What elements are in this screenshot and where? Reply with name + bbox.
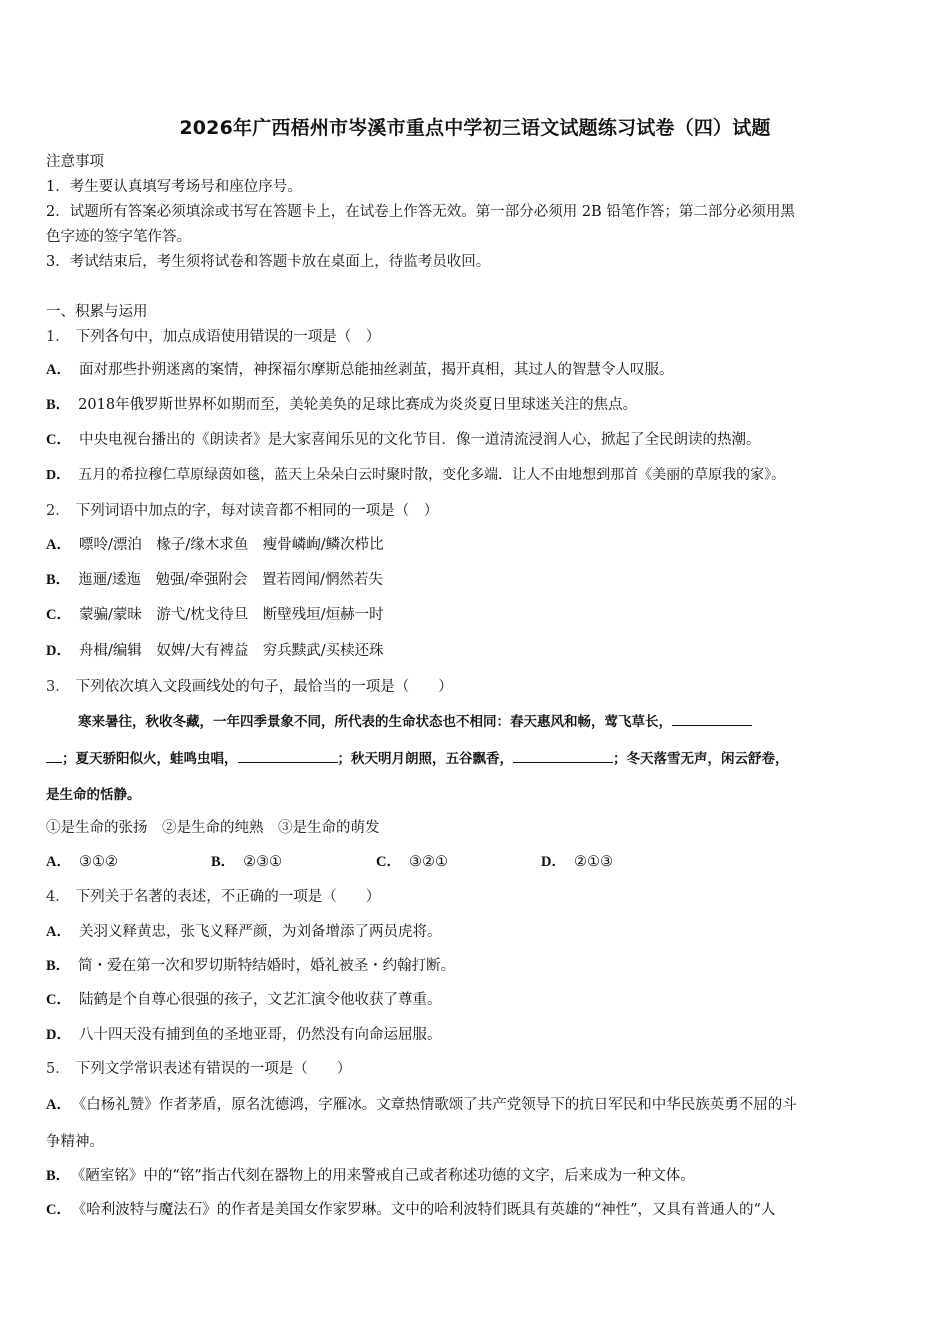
question-2-option-c	[46, 605, 384, 625]
option-label: B．	[46, 958, 71, 974]
question-5-stem	[46, 1059, 351, 1079]
option-label: A．	[46, 924, 71, 940]
option-text: 《哈利波特与魔法石》的作者是美国女作家罗琳。文中的哈利波特们既具有英雄的“神性”，又具有普通人的“人	[78, 1202, 776, 1218]
question-2-option-d	[46, 641, 384, 661]
question-1-stem	[46, 327, 380, 347]
option-label: A．	[46, 854, 71, 870]
option-label: C．	[46, 1202, 71, 1218]
question-text: 下列各句中，加点成语使用错误的一项是（ ）	[75, 329, 381, 345]
option-label: A．	[46, 1097, 71, 1113]
option-text: 《陋室铭》中的“铭”指古代刻在器物上的用来警戒自己或者称述功德的文字，后来成为一种文体。	[78, 1168, 695, 1184]
question-1-option-c	[46, 430, 760, 450]
question-4-option-a	[46, 922, 441, 942]
question-text: 下列依次填入文段画线处的句子，最恰当的一项是（ ）	[75, 679, 453, 695]
option-text: 简・爱在第一次和罗切斯特结婚时，婚礼被圣・约翰打断。	[78, 958, 456, 974]
question-number: 5．	[46, 1061, 70, 1077]
option-text: 面对那些扑朔迷离的案情，神探福尔摩斯总能抽丝剥茧，揭开真相，其过人的智慧令人叹服。	[78, 362, 674, 378]
option-label: D．	[46, 1027, 71, 1043]
option-label: C．	[46, 992, 71, 1008]
option-text: ②③①	[243, 854, 283, 870]
notice-item-2-line-2: 色字迹的签字笔作答。	[46, 229, 191, 245]
question-5-option-a-line-2: 争精神。	[46, 1134, 104, 1150]
section-heading: 一、积累与运用	[46, 304, 148, 320]
option-label: C．	[376, 854, 401, 870]
question-3-stem	[46, 677, 453, 697]
fill-blank	[513, 748, 613, 763]
question-4-stem	[46, 887, 380, 907]
passage-text: 寒来暑往，秋收冬藏，一年四季景象不同，所代表的生命状态也不相同：春天惠风和畅，莺飞草长，	[78, 714, 672, 730]
question-text: 下列词语中加点的字，每对读音都不相同的一项是（ ）	[75, 503, 439, 519]
option-text: 陆鹤是个自尊心很强的孩子，文艺汇演令他收获了尊重。	[78, 992, 442, 1008]
option-label: B．	[46, 1168, 71, 1184]
option-label: A．	[46, 362, 71, 378]
passage-text: ；冬天落雪无声，闲云舒卷，	[613, 751, 789, 767]
option-label: D．	[46, 643, 71, 659]
question-3-choice-b	[211, 852, 282, 872]
option-label: B．	[46, 397, 71, 413]
passage-text: ；秋天明月朗照，五谷飘香，	[337, 751, 513, 767]
fill-blank	[238, 748, 338, 763]
question-2-option-b	[46, 570, 383, 590]
question-number: 2．	[46, 503, 70, 519]
question-3-passage-line-2	[46, 748, 789, 769]
option-label: D．	[46, 468, 71, 483]
option-label: D．	[541, 854, 566, 870]
question-3-sentence-options: ①是生命的张扬 ②是生命的纯熟 ③是生命的萌发	[46, 820, 380, 836]
question-3-choice-c	[376, 852, 448, 872]
option-text: 蒙骗/蒙昧 游弋/枕戈待旦 断壁残垣/烜赫一时	[78, 607, 384, 623]
option-label: C．	[46, 607, 71, 623]
option-text: ③①②	[78, 854, 118, 870]
option-text: 五月的希拉穆仁草原绿茵如毯，蓝天上朵朵白云时聚时散，变化多端．让人不由地想到那首《美丽的草原我的家》。	[78, 467, 786, 483]
option-text: 迤逦/逶迤 勉强/牵强附会 置若罔闻/惘然若失	[78, 572, 383, 588]
question-3-passage-line-1	[78, 711, 752, 732]
question-3-choice-d	[541, 852, 613, 872]
question-number: 3．	[46, 679, 70, 695]
notice-heading: 注意事项	[46, 154, 104, 170]
question-2-stem	[46, 501, 438, 521]
option-label: B．	[46, 572, 71, 588]
option-text: 《白杨礼赞》作者茅盾，原名沈德鸿，字雁冰。文章热情歌颂了共产党领导下的抗日军民和中华民族英勇不屈的斗	[78, 1097, 797, 1113]
option-text: 2018年俄罗斯世界杯如期而至，美轮美奂的足球比赛成为炎炎夏日里球迷关注的焦点。	[78, 397, 638, 413]
question-3-choice-a	[46, 852, 118, 872]
fill-blank	[672, 711, 752, 726]
option-label: B．	[211, 854, 236, 870]
page-title: 2026年广西梧州市岑溪市重点中学初三语文试题练习试卷（四）试题	[179, 117, 771, 139]
option-label: A．	[46, 537, 71, 553]
question-text: 下列关于名著的表述，不正确的一项是（ ）	[75, 889, 381, 905]
question-5-option-c	[46, 1200, 775, 1220]
option-text: 中央电视台播出的《朗读者》是大家喜闻乐见的文化节目．像一道清流浸润人心，掀起了全民朗读的热潮。	[78, 432, 761, 448]
question-1-option-b	[46, 395, 637, 415]
question-4-option-c	[46, 990, 441, 1010]
question-1-option-a	[46, 360, 673, 380]
notice-item-1: 1．考生要认真填写考场号和座位序号。	[46, 179, 302, 195]
option-text: ②①③	[573, 854, 613, 870]
question-5-option-a-line-1	[46, 1095, 797, 1115]
option-label: C．	[46, 432, 71, 448]
question-4-option-d	[46, 1025, 441, 1045]
option-text: ③②①	[408, 854, 448, 870]
question-text: 下列文学常识表述有错误的一项是（ ）	[75, 1061, 352, 1077]
question-number: 1．	[46, 329, 70, 345]
question-3-passage-line-3: 是生命的恬静。	[46, 787, 141, 803]
notice-item-2-line-1: 2．试题所有答案必须填涂或书写在答题卡上，在试卷上作答无效。第一部分必须用 2B 铅笔作答；第二部分必须用黑	[46, 204, 795, 220]
option-text: 关羽义释黄忠，张飞义释严颜，为刘备增添了两员虎将。	[78, 924, 442, 940]
option-text: 舟楫/编辑 奴婢/大有裨益 穷兵黩武/买椟还珠	[78, 643, 384, 659]
passage-text: ；夏天骄阳似火，蛙鸣虫唱，	[62, 751, 238, 767]
question-number: 4．	[46, 889, 70, 905]
notice-item-3: 3．考试结束后，考生须将试卷和答题卡放在桌面上，待监考员收回。	[46, 254, 491, 270]
question-4-option-b	[46, 956, 455, 976]
option-text: 八十四天没有捕到鱼的圣地亚哥，仍然没有向命运屈服。	[78, 1027, 442, 1043]
option-text: 嘌呤/漂泊 椽子/缘木求鱼 瘦骨嶙峋/鳞次栉比	[78, 537, 384, 553]
fill-blank	[46, 748, 62, 763]
question-2-option-a	[46, 535, 384, 555]
question-1-option-d	[46, 465, 785, 486]
question-5-option-b	[46, 1166, 695, 1186]
